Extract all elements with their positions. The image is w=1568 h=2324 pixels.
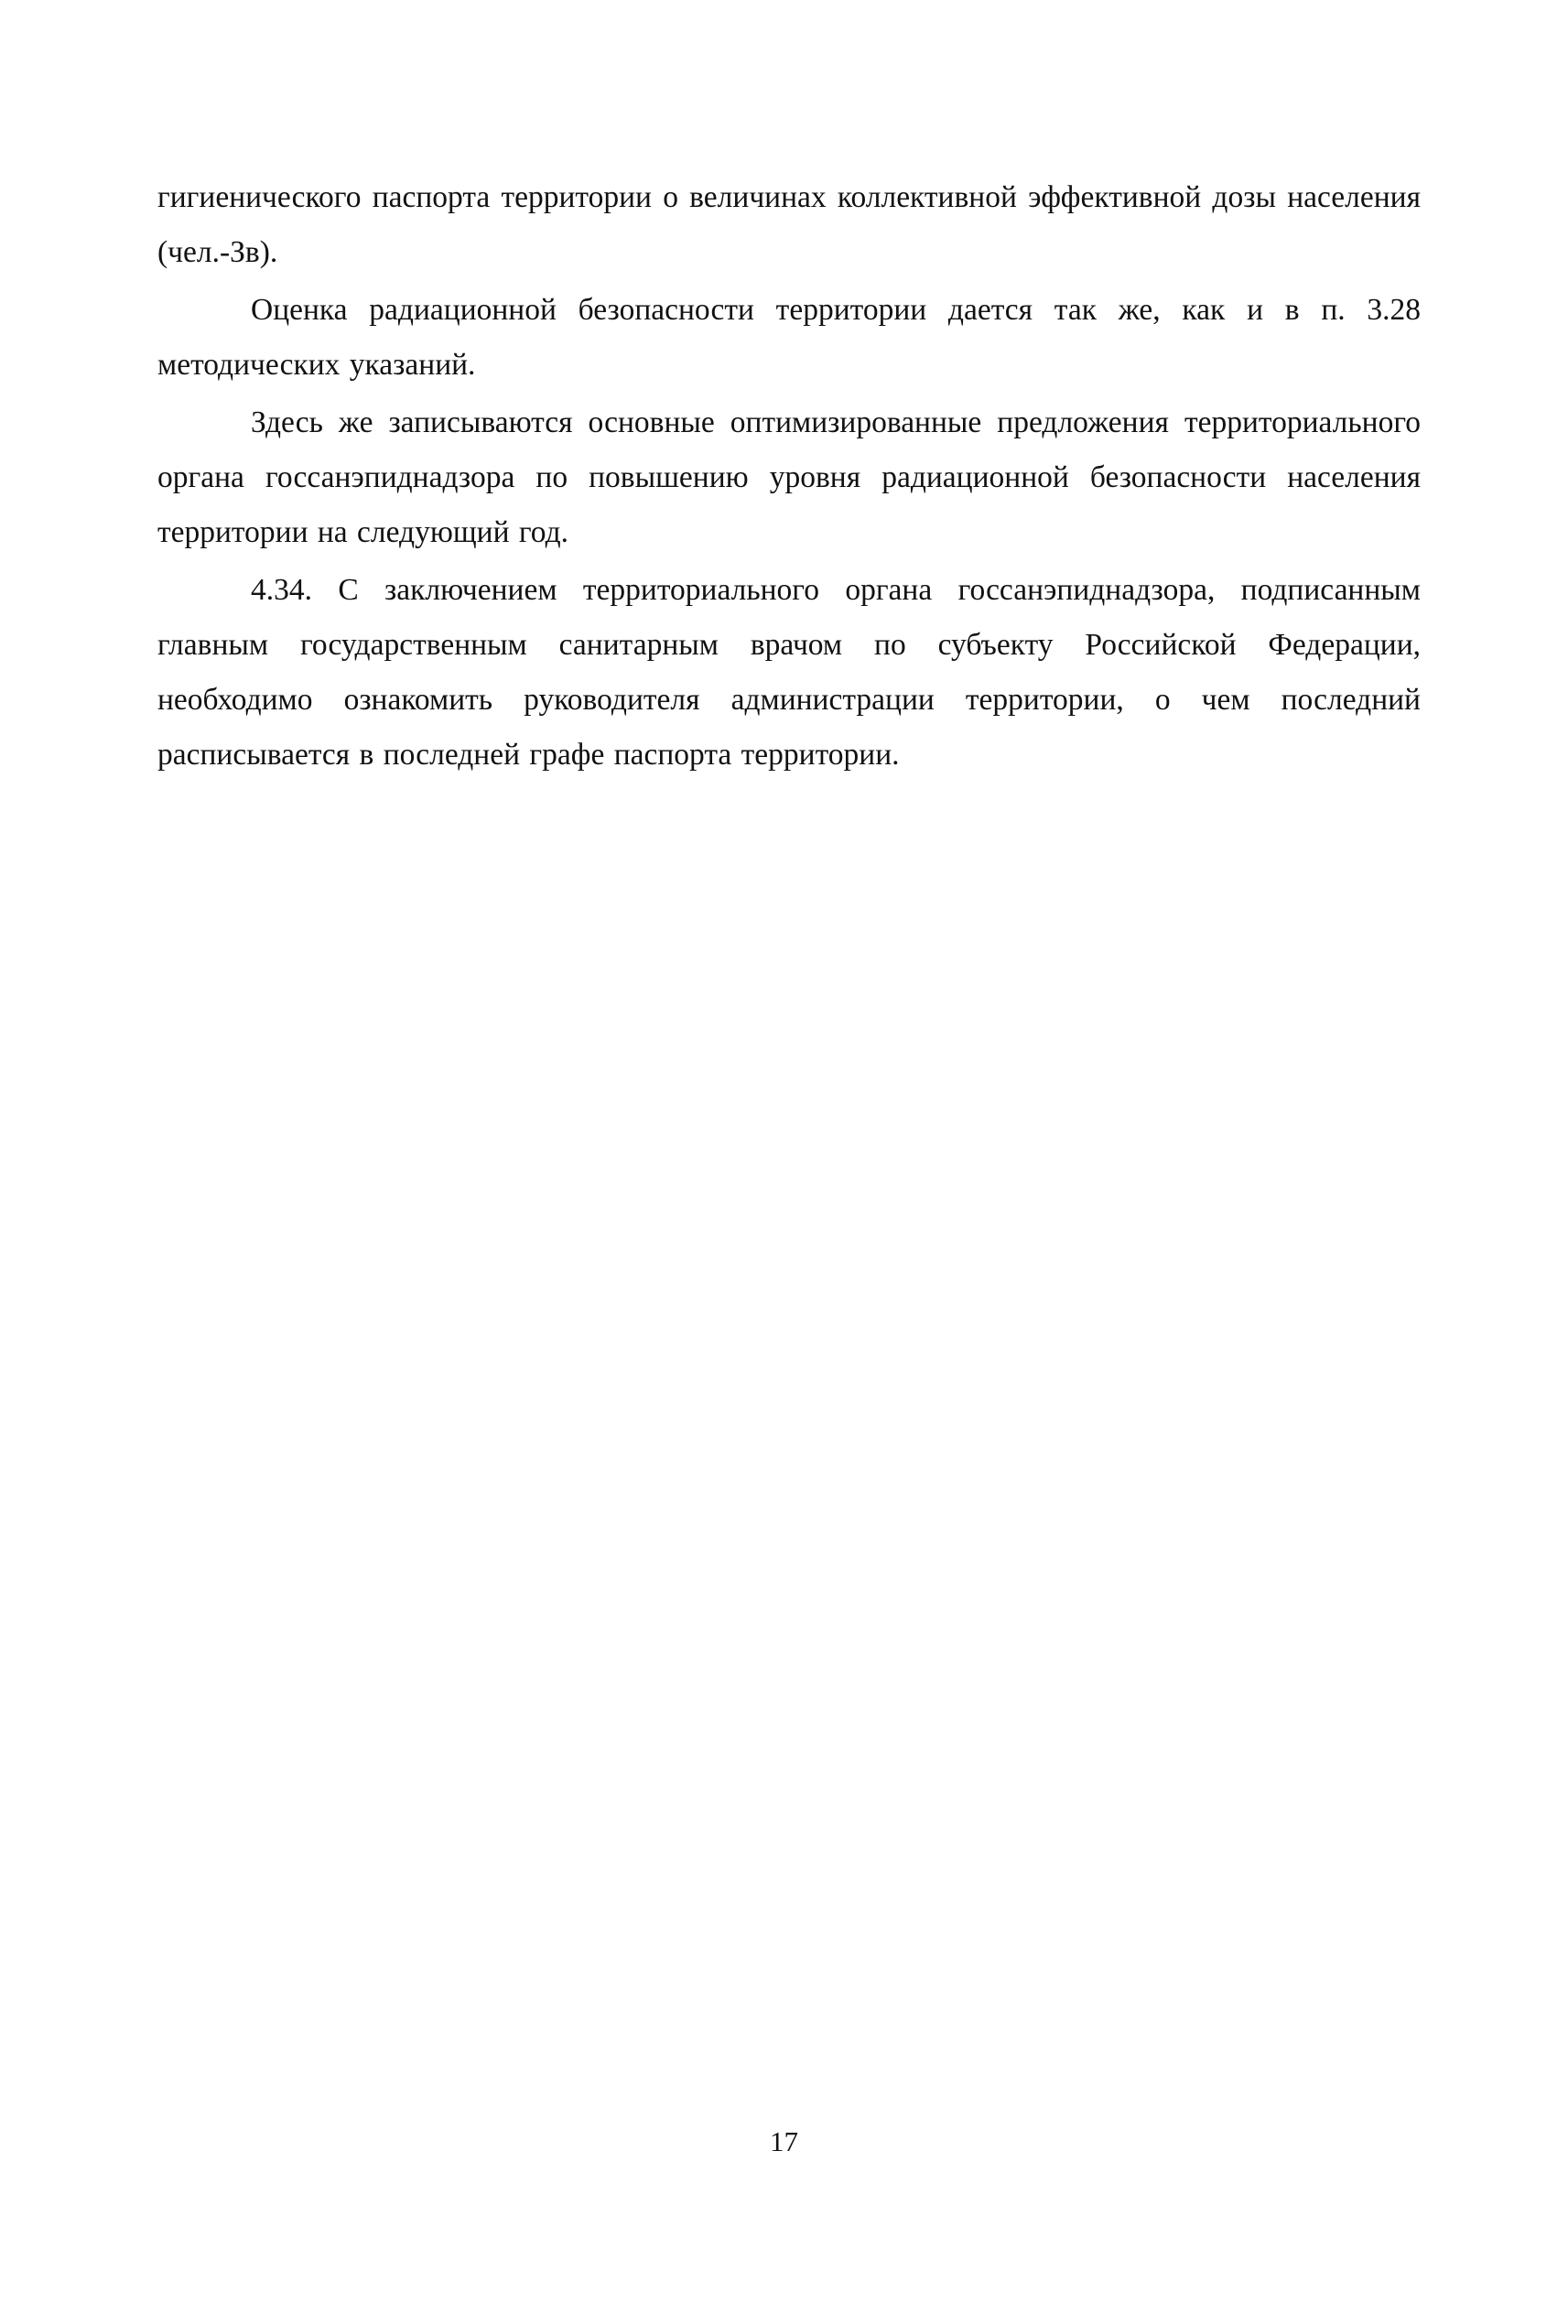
body-text [157, 170, 1421, 783]
page-number: 17 [770, 2125, 798, 2157]
paragraph-radiation-safety-assessment: Оценка радиационной безопасности территории дается так же, как и в п. 3.28 методических указаний. [157, 293, 1421, 382]
paragraph-optimized-proposals: Здесь же записываются основные оптимизированные предложения территориального органа госсанэпиднадзора по повышению уровня радиационной безопасности населения территории на следующий год. [157, 405, 1421, 549]
paragraph-continuation: гигиенического паспорта территории о величинах коллективной эффективной дозы населения (чел.-Зв). [157, 180, 1421, 269]
paragraph-section-4-34: 4.34. С заключением территориального органа госсанэпиднадзора, подписанным главным государственным санитарным врачом по субъекту Российской Федерации, необходимо ознакомить руководителя администрации территории, о чем последний расписывается в последней графе паспорта территории. [157, 573, 1421, 772]
